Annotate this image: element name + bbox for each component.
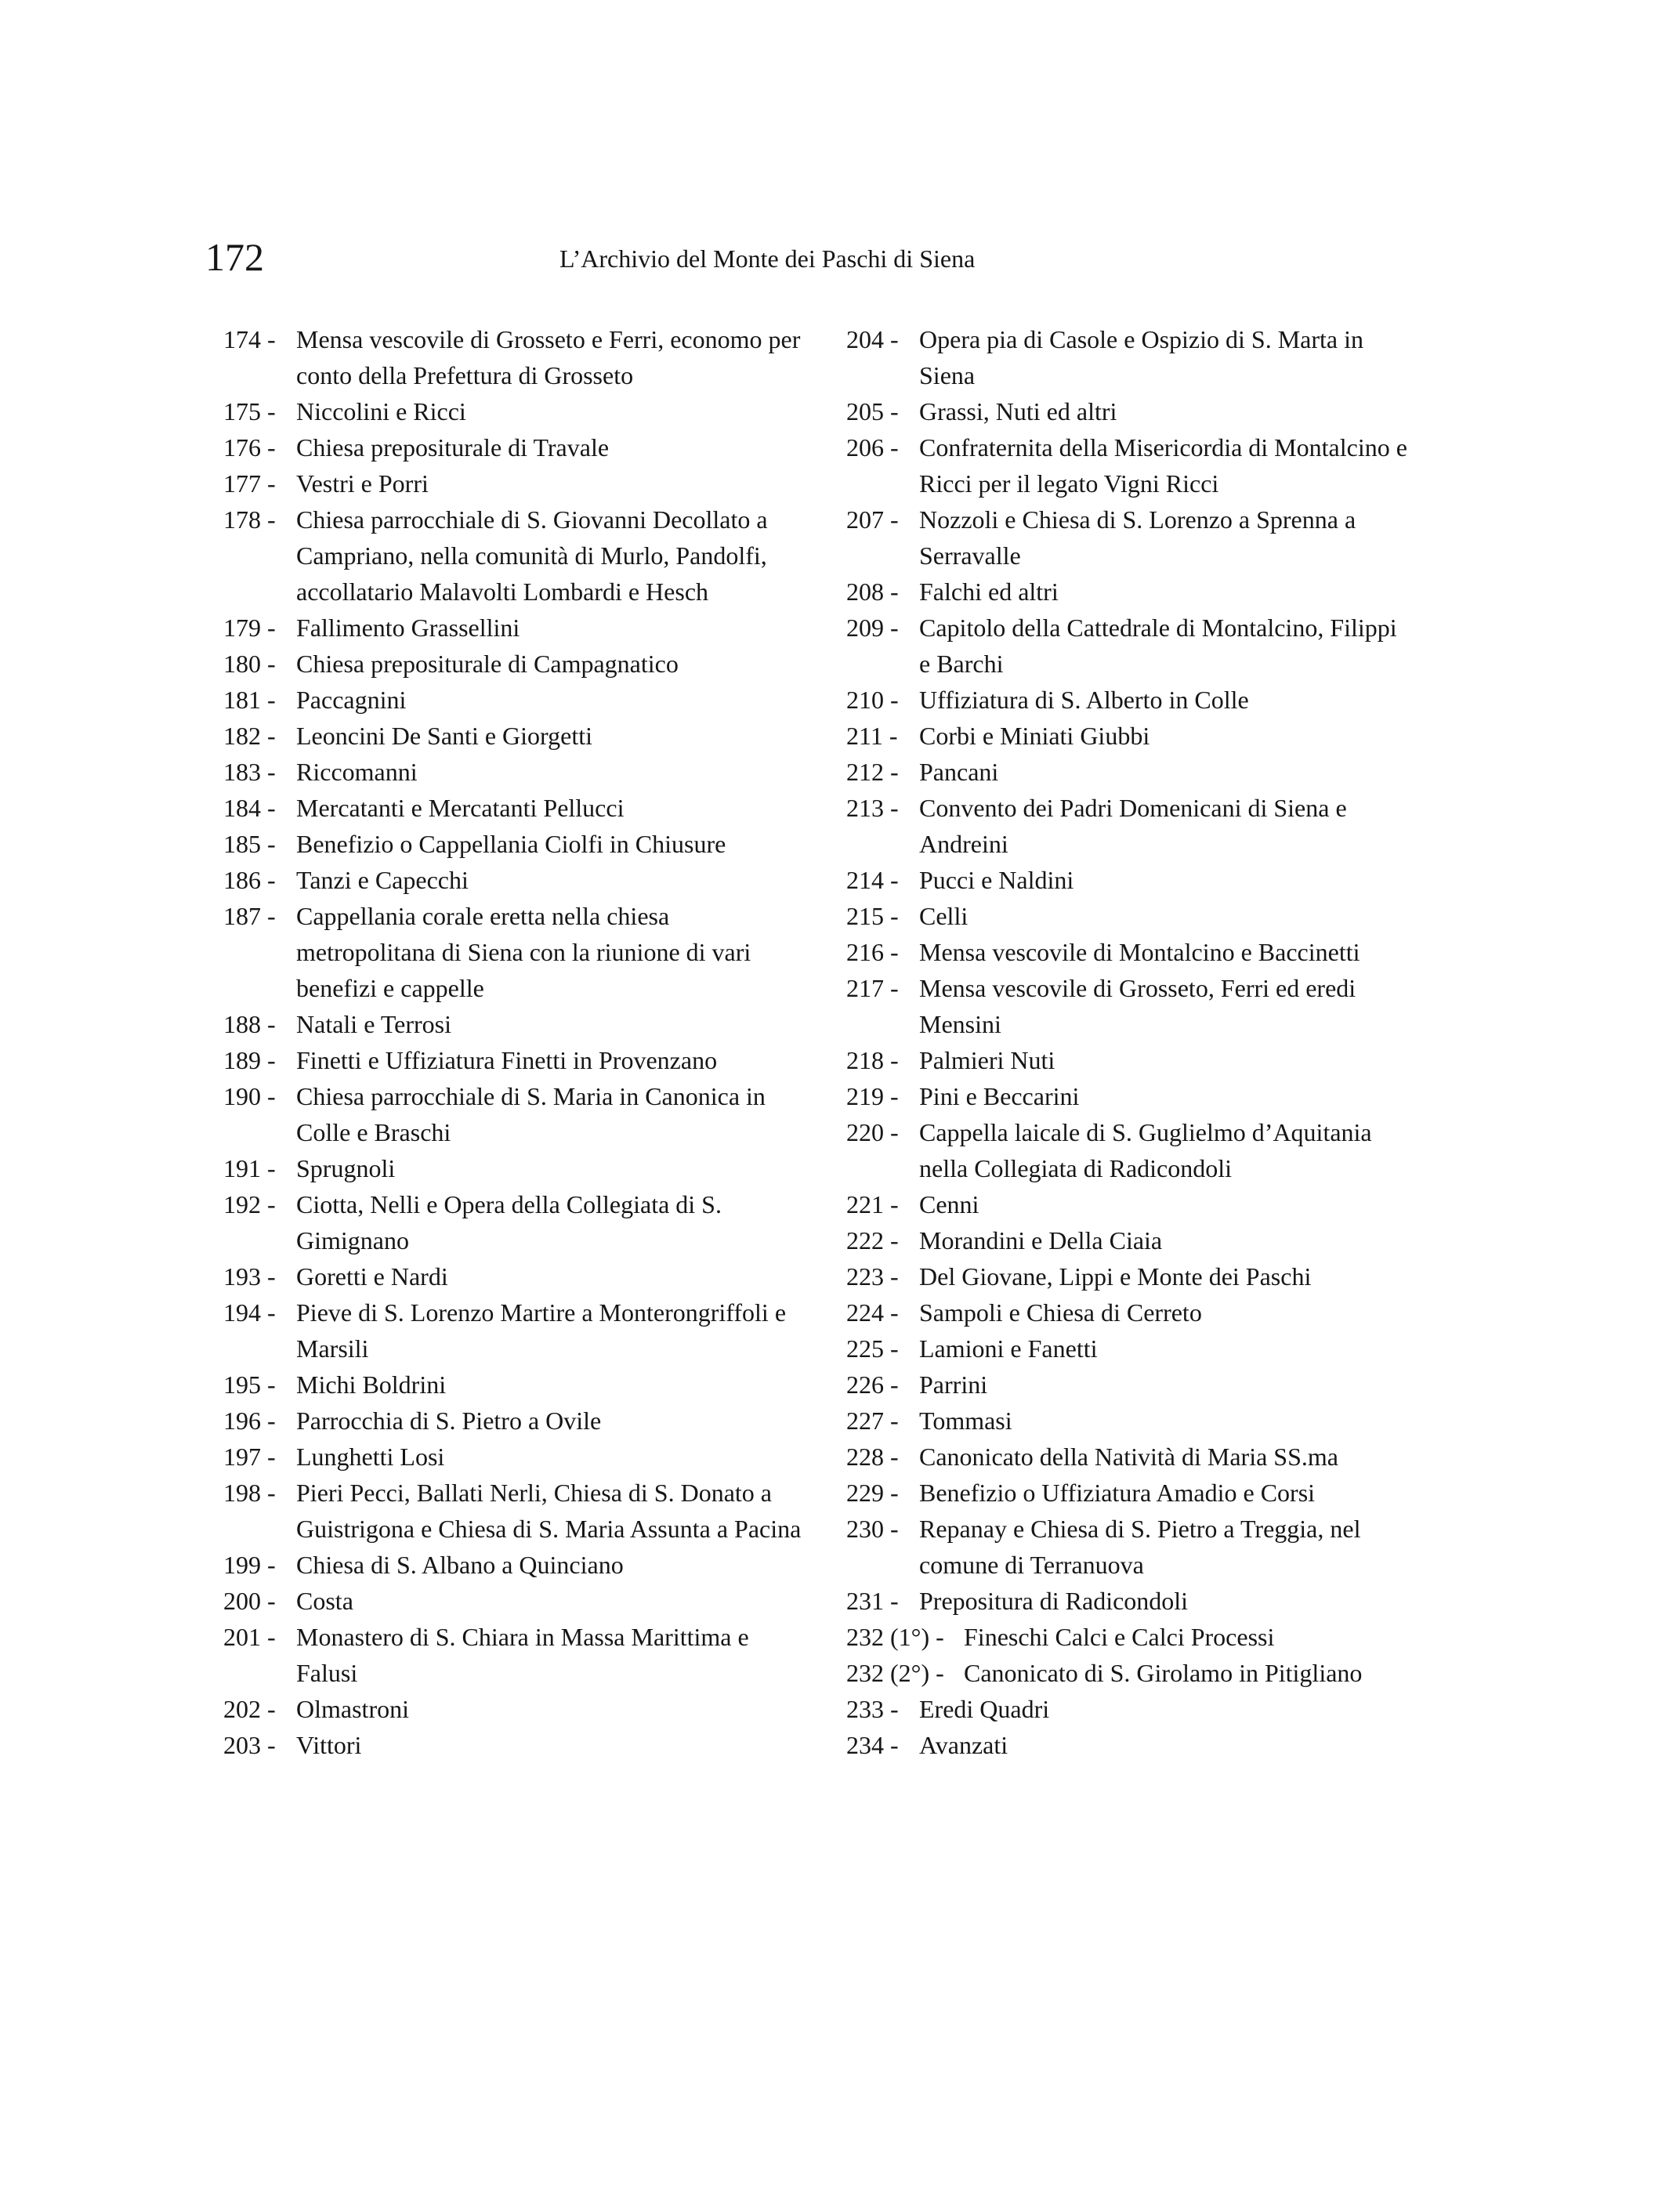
entry-number: 220 -	[846, 1118, 899, 1146]
entry-number: 207 -	[846, 505, 899, 534]
list-entry	[846, 501, 1410, 574]
entry-text: Pieve di S. Lorenzo Martire a Monterongriffoli e Marsili	[296, 1298, 787, 1363]
entry-text: Benefizio o Cappellania Ciolfi in Chiusure	[296, 830, 726, 858]
entry-text: Cappellania corale eretta nella chiesa metropolitana di Siena con la riunione di vari benefizi e cappelle	[296, 902, 751, 1002]
entry-number: 210 -	[846, 686, 899, 714]
entry-text: Ciotta, Nelli e Opera della Collegiata di S. Gimignano	[296, 1190, 722, 1254]
entry-number: 217 -	[846, 974, 899, 1002]
entry-text: Vestri e Porri	[296, 469, 429, 498]
entry-text: Pancani	[919, 758, 999, 786]
list-entry	[846, 1367, 1410, 1403]
list-entry	[846, 1619, 1410, 1655]
entry-number: 234 -	[846, 1731, 899, 1759]
entry-text: Michi Boldrini	[296, 1370, 447, 1399]
entry-text: Parrini	[919, 1370, 988, 1399]
page-header	[205, 232, 1506, 282]
entry-number: 227 -	[846, 1407, 899, 1435]
entry-number: 233 -	[846, 1695, 899, 1723]
list-entry	[846, 1439, 1410, 1475]
entry-text: Monastero di S. Chiara in Massa Marittima e Falusi	[296, 1623, 749, 1687]
list-entry	[846, 718, 1410, 754]
entry-number: 185 -	[223, 830, 276, 858]
list-entry	[846, 429, 1410, 501]
entry-number: 232 (1°) -	[846, 1623, 944, 1651]
entry-number: 202 -	[223, 1695, 276, 1723]
list-entry	[846, 1258, 1410, 1294]
entry-text: Paccagnini	[296, 686, 407, 714]
entry-number: 190 -	[223, 1082, 276, 1110]
list-entry	[223, 1150, 803, 1186]
entry-text: Nozzoli e Chiesa di S. Lorenzo a Sprenna a Serravalle	[919, 505, 1356, 570]
entry-number: 175 -	[223, 397, 276, 425]
entry-text: Chiesa di S. Albano a Quinciano	[296, 1551, 624, 1579]
entry-number: 212 -	[846, 758, 899, 786]
list-entry	[223, 1258, 803, 1294]
entry-text: Grassi, Nuti ed altri	[919, 397, 1117, 425]
entry-text: Riccomanni	[296, 758, 418, 786]
entry-text: Mensa vescovile di Montalcino e Baccinetti	[919, 938, 1360, 966]
entry-text: Costa	[296, 1587, 353, 1615]
entry-number: 181 -	[223, 686, 276, 714]
entry-text: Canonicato di S. Girolamo in Pitigliano	[964, 1659, 1363, 1687]
entry-text: Tommasi	[919, 1407, 1012, 1435]
list-entry	[846, 898, 1410, 934]
list-entry	[846, 1727, 1410, 1763]
list-entry	[223, 1691, 803, 1727]
entry-number: 183 -	[223, 758, 276, 786]
list-entry	[846, 970, 1410, 1042]
list-entry	[846, 1403, 1410, 1439]
list-entry	[846, 1475, 1410, 1511]
entry-number: 231 -	[846, 1587, 899, 1615]
entry-number: 213 -	[846, 794, 899, 822]
list-entry	[223, 1547, 803, 1583]
entry-number: 216 -	[846, 938, 899, 966]
entry-text: Lamioni e Fanetti	[919, 1334, 1098, 1363]
entry-number: 211 -	[846, 722, 898, 750]
entry-text: Palmieri Nuti	[919, 1046, 1055, 1074]
entry-number: 214 -	[846, 866, 899, 894]
entry-text: Sampoli e Chiesa di Cerreto	[919, 1298, 1202, 1327]
list-entry	[223, 501, 803, 610]
left-column	[223, 321, 803, 1763]
list-entry	[223, 393, 803, 429]
entry-number: 182 -	[223, 722, 276, 750]
entry-text: Mensa vescovile di Grosseto e Ferri, economo per conto della Prefettura di Grosseto	[296, 325, 801, 389]
entry-text: Cappella laicale di S. Guglielmo d’Aquitania nella Collegiata di Radicondoli	[919, 1118, 1372, 1182]
list-entry	[223, 790, 803, 826]
list-entry	[223, 682, 803, 718]
list-entry	[223, 465, 803, 501]
list-entry	[223, 1078, 803, 1150]
list-entry	[223, 1727, 803, 1763]
entry-number: 226 -	[846, 1370, 899, 1399]
entry-number: 193 -	[223, 1262, 276, 1291]
entry-text: Celli	[919, 902, 969, 930]
entry-number: 174 -	[223, 325, 276, 353]
entry-text: Opera pia di Casole e Ospizio di S. Marta in Siena	[919, 325, 1363, 389]
list-entry	[223, 718, 803, 754]
entry-number: 223 -	[846, 1262, 899, 1291]
entry-number: 194 -	[223, 1298, 276, 1327]
list-entry	[846, 1186, 1410, 1222]
right-column	[846, 321, 1410, 1763]
entry-number: 230 -	[846, 1515, 899, 1543]
entry-text: Eredi Quadri	[919, 1695, 1050, 1723]
list-entry	[223, 321, 803, 393]
entry-number: 197 -	[223, 1443, 276, 1471]
list-entry	[223, 646, 803, 682]
entry-number: 189 -	[223, 1046, 276, 1074]
entry-text: Chiesa parrocchiale di S. Maria in Canonica in Colle e Braschi	[296, 1082, 766, 1146]
entry-number: 201 -	[223, 1623, 276, 1651]
entry-text: Mensa vescovile di Grosseto, Ferri ed eredi Mensini	[919, 974, 1356, 1038]
entry-text: Goretti e Nardi	[296, 1262, 448, 1291]
entry-number: 199 -	[223, 1551, 276, 1579]
entry-text: Capitolo della Cattedrale di Montalcino, Filippi e Barchi	[919, 614, 1397, 678]
entry-number: 222 -	[846, 1226, 899, 1254]
entry-number: 192 -	[223, 1190, 276, 1218]
entry-number: 206 -	[846, 433, 899, 462]
entry-number: 184 -	[223, 794, 276, 822]
entry-number: 180 -	[223, 650, 276, 678]
entry-text: Convento dei Padri Domenicani di Siena e Andreini	[919, 794, 1347, 858]
entry-text: Chiesa parrocchiale di S. Giovanni Decollato a Campriano, nella comunità di Murlo, Pandolfi, accollatario Malavolti Lombardi e Hesch	[296, 505, 768, 606]
list-entry	[223, 862, 803, 898]
entry-number: 188 -	[223, 1010, 276, 1038]
list-entry	[223, 1186, 803, 1258]
entry-text: Cenni	[919, 1190, 979, 1218]
list-entry	[223, 1619, 803, 1691]
list-entry	[846, 862, 1410, 898]
list-entry	[846, 790, 1410, 862]
list-entry	[846, 610, 1410, 682]
entry-number: 176 -	[223, 433, 276, 462]
entry-text: Prepositura di Radicondoli	[919, 1587, 1189, 1615]
list-entry	[846, 1511, 1410, 1583]
list-entry	[846, 1222, 1410, 1258]
list-entry	[846, 754, 1410, 790]
list-entry	[846, 934, 1410, 970]
list-entry	[846, 1042, 1410, 1078]
list-entry	[223, 1367, 803, 1403]
entry-text: Canonicato della Natività di Maria SS.ma	[919, 1443, 1338, 1471]
entry-text: Mercatanti e Mercatanti Pellucci	[296, 794, 625, 822]
entry-number: 225 -	[846, 1334, 899, 1363]
entry-text: Niccolini e Ricci	[296, 397, 466, 425]
list-entry	[846, 1583, 1410, 1619]
entry-text: Vittori	[296, 1731, 362, 1759]
entry-number: 191 -	[223, 1154, 276, 1182]
list-entry	[223, 754, 803, 790]
entry-text: Finetti e Uffiziatura Finetti in Provenzano	[296, 1046, 718, 1074]
list-entry	[846, 1331, 1410, 1367]
entry-number: 208 -	[846, 577, 899, 606]
entry-text: Sprugnoli	[296, 1154, 396, 1182]
entry-number: 198 -	[223, 1479, 276, 1507]
list-entry	[223, 898, 803, 1006]
entry-number: 209 -	[846, 614, 899, 642]
running-title: L’Archivio del Monte dei Paschi di Siena	[559, 244, 976, 273]
entry-number: 179 -	[223, 614, 276, 642]
entry-number: 196 -	[223, 1407, 276, 1435]
entry-text: Avanzati	[919, 1731, 1008, 1759]
list-entry	[846, 1691, 1410, 1727]
entry-number: 186 -	[223, 866, 276, 894]
entry-text: Morandini e Della Ciaia	[919, 1226, 1163, 1254]
entry-number: 205 -	[846, 397, 899, 425]
list-entry	[223, 1294, 803, 1367]
list-entry	[223, 1475, 803, 1547]
entry-text: Tanzi e Capecchi	[296, 866, 469, 894]
entry-text: Chiesa prepositurale di Campagnatico	[296, 650, 679, 678]
entry-text: Pucci e Naldini	[919, 866, 1074, 894]
entry-text: Corbi e Miniati Giubbi	[919, 722, 1150, 750]
list-entry	[223, 1583, 803, 1619]
entry-text: Uffiziatura di S. Alberto in Colle	[919, 686, 1249, 714]
entry-text: Benefizio o Uffiziatura Amadio e Corsi	[919, 1479, 1316, 1507]
list-entry	[223, 1403, 803, 1439]
list-entry	[223, 826, 803, 862]
list-entry	[846, 1294, 1410, 1331]
entry-text: Pieri Pecci, Ballati Nerli, Chiesa di S. Donato a Guistrigona e Chiesa di S. Maria Assunta a Pacina	[296, 1479, 802, 1543]
entry-text: Repanay e Chiesa di S. Pietro a Treggia, nel comune di Terranuova	[919, 1515, 1361, 1579]
entry-number: 200 -	[223, 1587, 276, 1615]
entry-text: Pini e Beccarini	[919, 1082, 1080, 1110]
entry-number: 219 -	[846, 1082, 899, 1110]
entry-number: 187 -	[223, 902, 276, 930]
entry-number: 229 -	[846, 1479, 899, 1507]
page-number: 172	[205, 235, 264, 279]
list-entry	[846, 393, 1410, 429]
entry-text: Falchi ed altri	[919, 577, 1059, 606]
entry-text: Leoncini De Santi e Giorgetti	[296, 722, 592, 750]
entry-text: Confraternita della Misericordia di Montalcino e Ricci per il legato Vigni Ricci	[919, 433, 1407, 498]
list-entry	[846, 321, 1410, 393]
entry-number: 218 -	[846, 1046, 899, 1074]
list-entry	[223, 610, 803, 646]
entry-text: Parrocchia di S. Pietro a Ovile	[296, 1407, 602, 1435]
list-entry	[846, 1078, 1410, 1114]
list-entry	[846, 1655, 1410, 1691]
list-entry	[846, 574, 1410, 610]
entry-number: 224 -	[846, 1298, 899, 1327]
entry-number: 177 -	[223, 469, 276, 498]
list-entry	[223, 1042, 803, 1078]
list-entry	[846, 682, 1410, 718]
entry-text: Fineschi Calci e Calci Processi	[964, 1623, 1275, 1651]
entry-number: 195 -	[223, 1370, 276, 1399]
list-entry	[846, 1114, 1410, 1186]
entry-number: 232 (2°) -	[846, 1659, 944, 1687]
entry-text: Lunghetti Losi	[296, 1443, 445, 1471]
list-entry	[223, 1439, 803, 1475]
list-entry	[223, 1006, 803, 1042]
entry-text: Del Giovane, Lippi e Monte dei Paschi	[919, 1262, 1312, 1291]
entry-text: Natali e Terrosi	[296, 1010, 451, 1038]
entry-number: 203 -	[223, 1731, 276, 1759]
entry-text: Chiesa prepositurale di Travale	[296, 433, 610, 462]
entry-number: 221 -	[846, 1190, 899, 1218]
entry-number: 204 -	[846, 325, 899, 353]
list-entry	[223, 429, 803, 465]
entry-number: 215 -	[846, 902, 899, 930]
entry-number: 178 -	[223, 505, 276, 534]
entry-text: Olmastroni	[296, 1695, 409, 1723]
entry-text: Fallimento Grassellini	[296, 614, 520, 642]
entry-number: 228 -	[846, 1443, 899, 1471]
